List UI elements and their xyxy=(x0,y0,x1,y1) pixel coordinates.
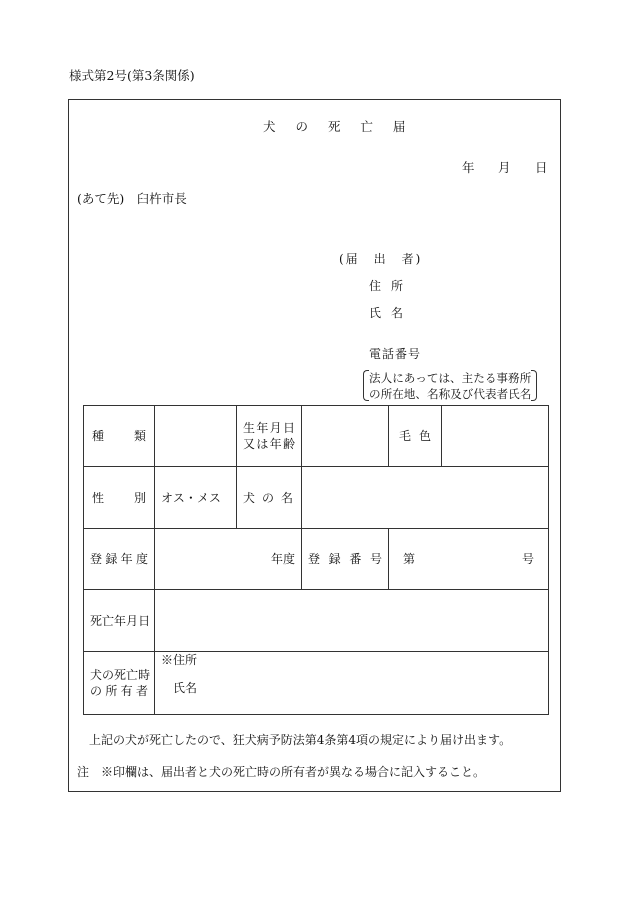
birth-label-line-1: 生 年 月 日 xyxy=(243,421,295,435)
applicant-phone-label: 電話番号 xyxy=(369,347,422,361)
applicant-name-label: 氏名 xyxy=(369,306,414,320)
reg-number-label: 登 録 番 号 xyxy=(308,552,382,566)
birth-label-cell xyxy=(237,406,302,467)
owner-name-label: 氏名 xyxy=(173,681,198,695)
reg-year-input[interactable] xyxy=(155,529,302,590)
coat-label: 毛 色 xyxy=(399,429,431,443)
corporation-note-line-1: 法人にあっては、主たる事務所 xyxy=(369,371,532,385)
form-number-label: 様式第2号(第3条関係) xyxy=(69,68,195,83)
date-year-label: 年 xyxy=(462,160,475,175)
owner-label-line-2: の 所 有 者 xyxy=(90,684,148,698)
footnote: 注 ※印欄は、届出者と犬の死亡時の所有者が異なる場合に記入すること。 xyxy=(77,765,486,779)
owner-address-label: ※住所 xyxy=(161,653,198,667)
dog-info-table xyxy=(83,405,549,715)
birth-input[interactable] xyxy=(302,406,389,467)
birth-label-line-2: 又 は 年 齢 xyxy=(243,437,295,451)
declaration-statement: 上記の犬が死亡したので、狂犬病予防法第4条第4項の規定により届け出ます。 xyxy=(89,733,512,747)
dog-name-input[interactable] xyxy=(302,467,549,529)
owner-label-cell xyxy=(84,652,155,715)
death-date-label-cell xyxy=(84,590,155,652)
dog-name-label: 犬 の 名 xyxy=(243,490,293,505)
date-day-label: 日 xyxy=(535,160,548,175)
corporation-note xyxy=(363,369,537,402)
year-suffix: 年度 xyxy=(270,552,295,566)
coat-input[interactable] xyxy=(442,406,549,467)
kind-label: 種 類 xyxy=(92,429,146,443)
number-suffix: 号 xyxy=(521,552,534,566)
sex-options[interactable]: オス・メス xyxy=(161,490,221,505)
sex-label: 性 別 xyxy=(92,490,146,505)
date-month-label: 月 xyxy=(498,160,511,175)
right-bracket xyxy=(531,370,537,401)
reg-year-label-cell xyxy=(84,529,155,590)
reg-number-label-cell xyxy=(302,529,389,590)
corporation-note-line-2: の所在地、名称及び代表者氏名 xyxy=(369,387,532,401)
sex-option-cell[interactable] xyxy=(155,467,237,529)
owner-label-line-1: 犬 の 死 亡 時 xyxy=(90,668,151,682)
kind-label-cell xyxy=(84,406,155,467)
death-date-input[interactable] xyxy=(155,590,549,652)
owner-input[interactable] xyxy=(155,652,549,715)
sex-label-cell xyxy=(84,467,155,529)
dog-name-label-cell xyxy=(237,467,302,529)
form-title: 犬 の 死 亡 届 xyxy=(263,119,414,134)
number-prefix: 第 xyxy=(403,552,416,566)
reg-year-label: 登 録 年 度 xyxy=(90,552,148,566)
reg-number-input[interactable] xyxy=(389,529,549,590)
coat-label-cell xyxy=(389,406,442,467)
death-date-label: 死 亡 年 月 日 xyxy=(90,613,151,628)
applicant-address-label: 住所 xyxy=(369,279,414,293)
applicant-heading: (届 出 者) xyxy=(339,252,423,266)
addressee-line: (あて先) 臼杵市長 xyxy=(77,191,187,206)
kind-input[interactable] xyxy=(155,406,237,467)
